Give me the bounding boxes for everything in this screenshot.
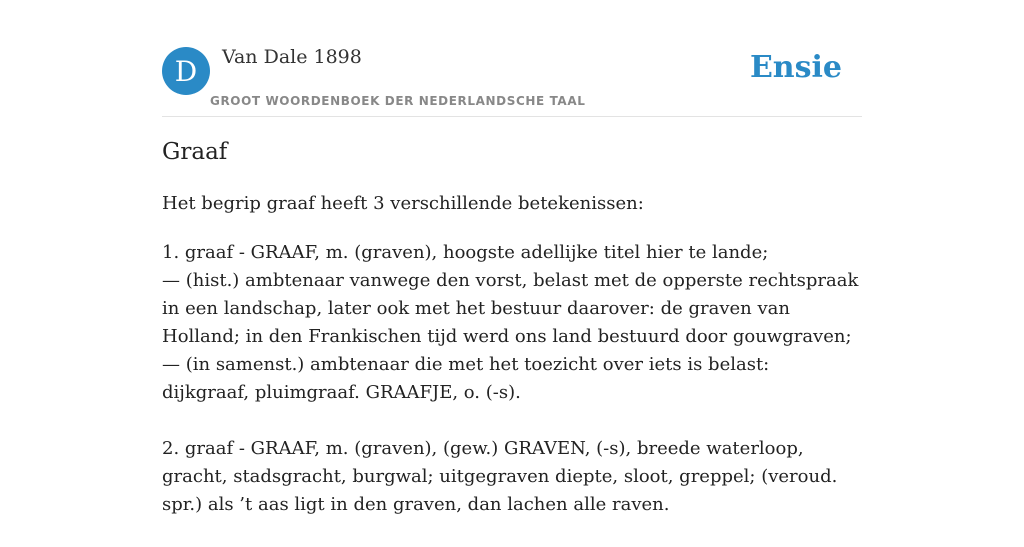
definition-line: — (hist.) ambtenaar vanwege den vorst, belast met de opperste rechtspraak in een landschap, later ook met het bestuur daarover: de graven van Holland; in den Frankischen tijd werd ons land bestuurd door gouwgraven; (162, 270, 859, 347)
definition-line: — (in samenst.) ambtenaar die met het toezicht over iets is belast: dijkgraaf, pluimgraaf. GRAAFJE, o. (-s). (162, 354, 770, 403)
definition-2 (162, 435, 862, 519)
dictionary-logo[interactable]: D (162, 47, 210, 95)
dictionary-title[interactable]: Van Dale 1898 (222, 46, 362, 68)
definition-line: 2. graaf - GRAAF, m. (graven), (gew.) GRAVEN, (-s), breede waterloop, gracht, stadsgracht, burgwal; uitgegraven diepte, sloot, greppel; (veroud. spr.) als ’t aas ligt in den graven, dan lachen alle raven. (162, 438, 838, 515)
entry-title: Graaf (162, 139, 228, 165)
definitions-list (162, 239, 862, 547)
ensie-home-link[interactable]: Ensie (749, 50, 842, 85)
dictionary-subtitle: GROOT WOORDENBOEK DER NEDERLANDSCHE TAAL (210, 94, 586, 108)
entry-intro: Het begrip graaf heeft 3 verschillende betekenissen: (162, 193, 644, 214)
definition-1 (162, 239, 862, 407)
definition-line: 1. graaf - GRAAF, m. (graven), hoogste adellijke titel hier te lande; (162, 242, 769, 263)
site-header (162, 0, 862, 117)
page-container (162, 0, 862, 515)
